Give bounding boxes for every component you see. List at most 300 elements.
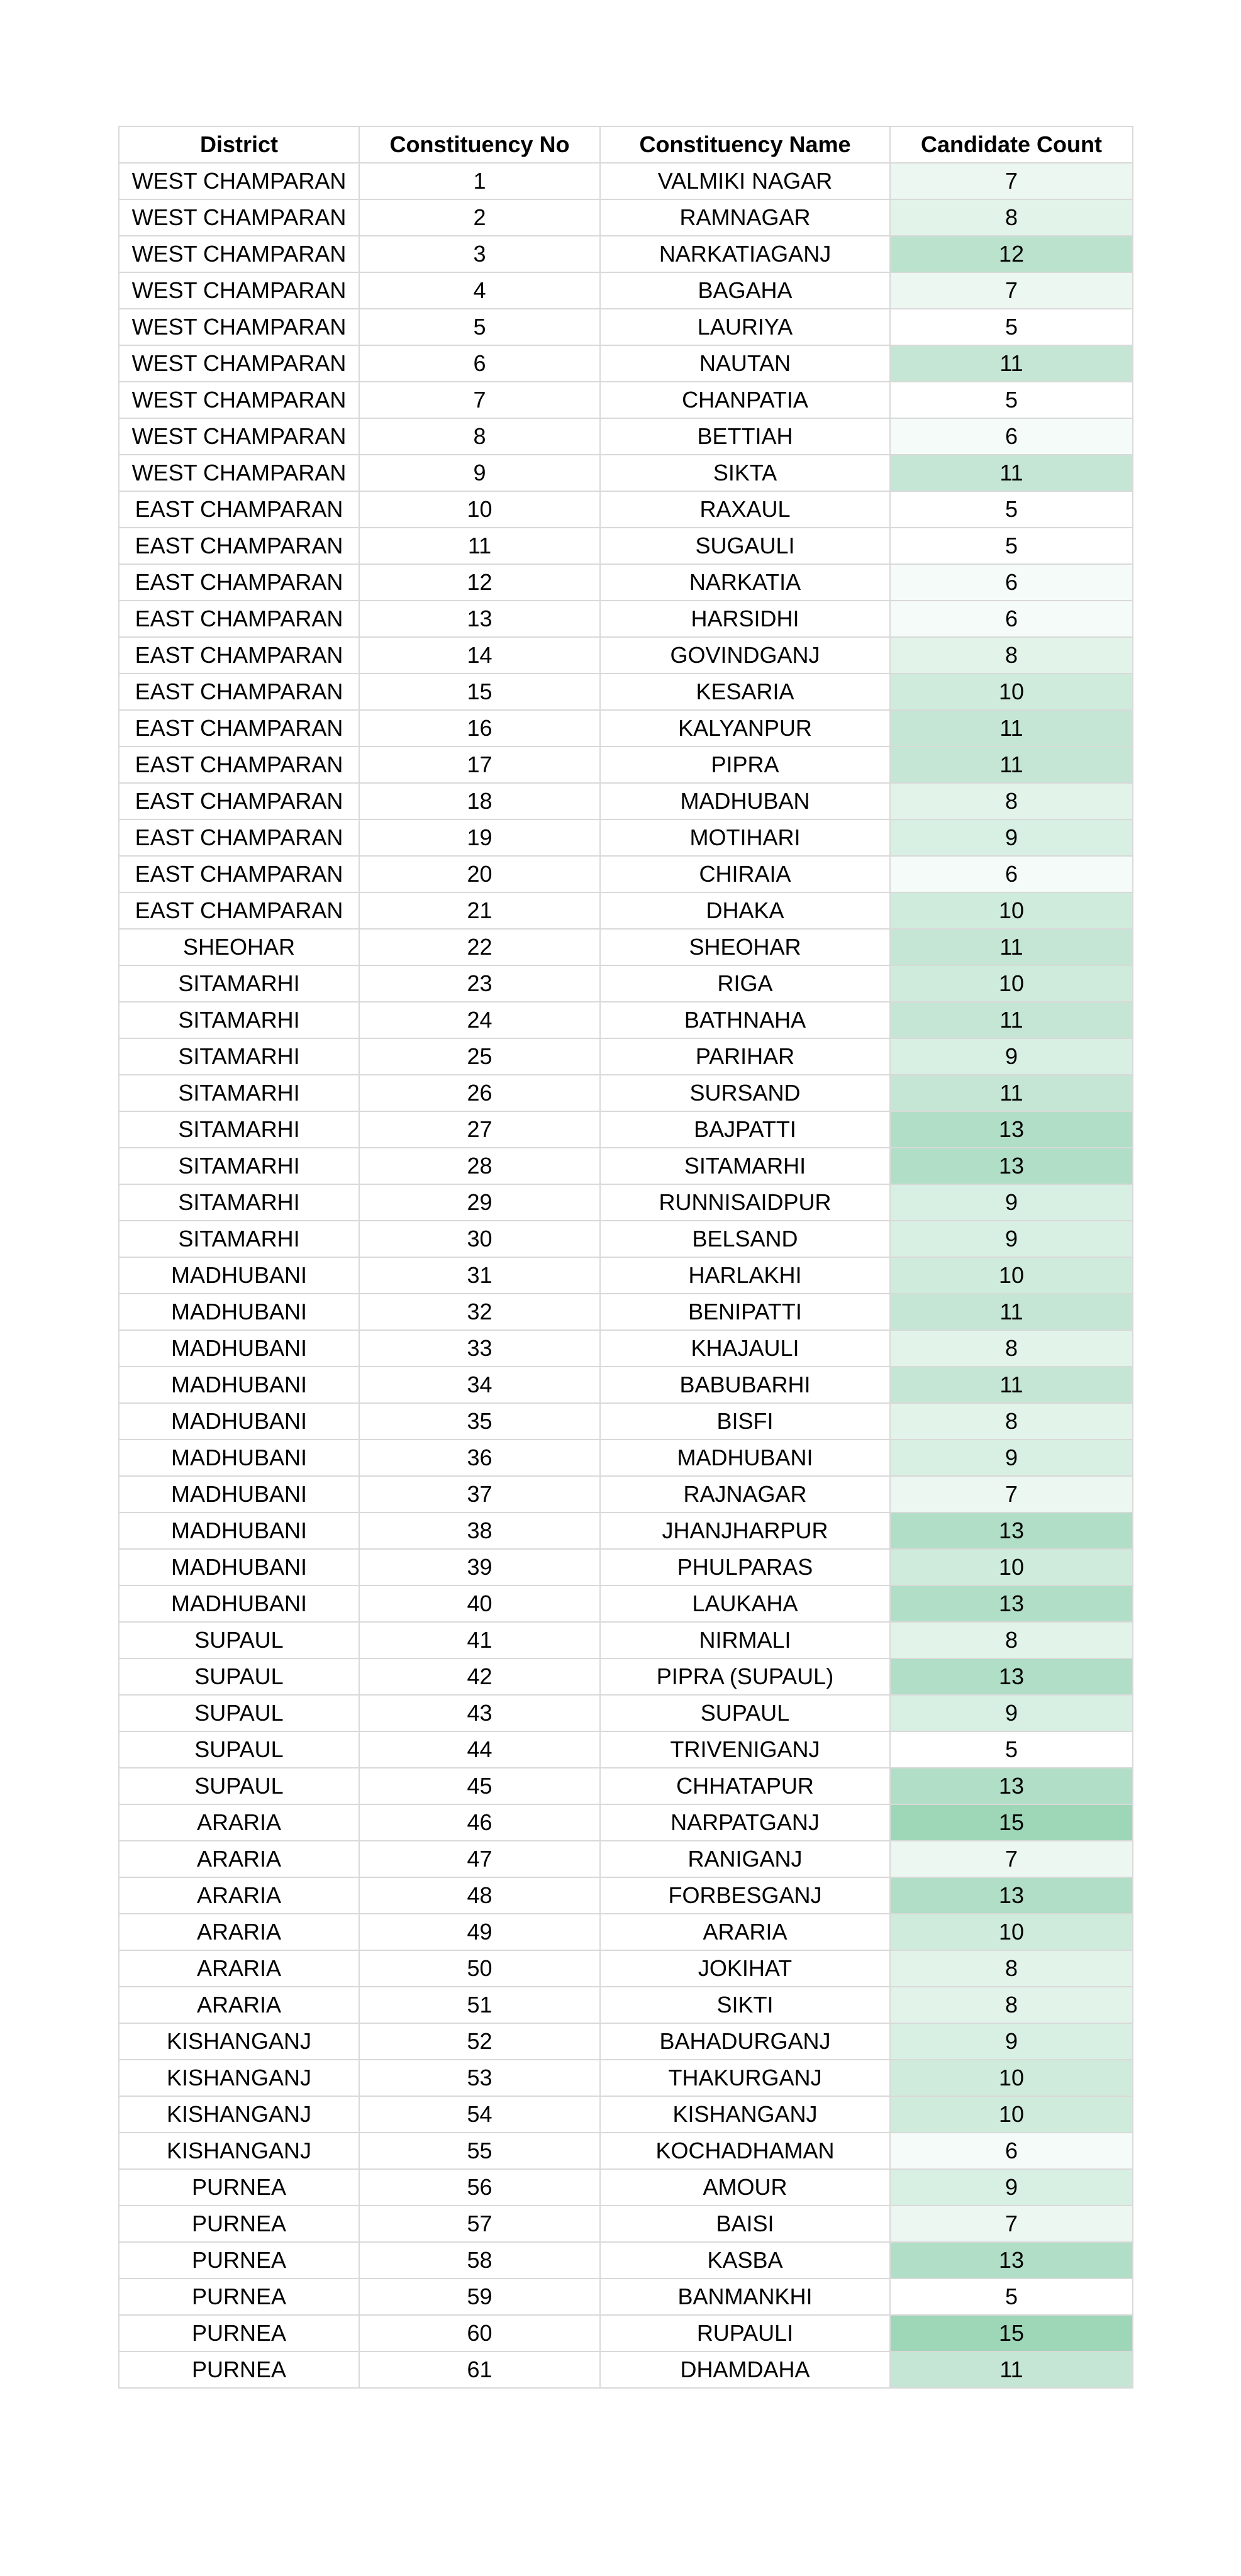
district-cell[interactable]: PURNEA bbox=[119, 2169, 359, 2206]
candidate-count-cell[interactable]: 6 bbox=[890, 601, 1133, 637]
candidate-count-cell[interactable]: 5 bbox=[890, 2279, 1133, 2315]
district-cell[interactable]: SUPAUL bbox=[119, 1695, 359, 1731]
table-row bbox=[119, 455, 1133, 491]
candidate-count-table bbox=[118, 126, 1133, 2389]
candidate-count-cell[interactable]: 10 bbox=[890, 892, 1133, 929]
candidate-count-cell[interactable]: 13 bbox=[890, 1768, 1133, 1804]
district-cell[interactable]: ARARIA bbox=[119, 1804, 359, 1841]
constituency-no-cell[interactable]: 15 bbox=[359, 674, 600, 710]
constituency-no-cell[interactable]: 29 bbox=[359, 1184, 600, 1221]
table-row bbox=[119, 1658, 1133, 1695]
district-cell[interactable]: SUPAUL bbox=[119, 1622, 359, 1658]
constituency-name-cell[interactable]: NARKATIA bbox=[600, 564, 890, 601]
header-constituency-name[interactable]: Constituency Name bbox=[600, 126, 890, 163]
table-row bbox=[119, 1367, 1133, 1403]
constituency-no-cell[interactable]: 19 bbox=[359, 819, 600, 856]
candidate-count-cell[interactable]: 9 bbox=[890, 2169, 1133, 2206]
candidate-count-cell[interactable]: 9 bbox=[890, 819, 1133, 856]
constituency-name-cell[interactable]: GOVINDGANJ bbox=[600, 637, 890, 674]
constituency-name-cell[interactable]: HARSIDHI bbox=[600, 601, 890, 637]
constituency-name-cell[interactable]: BELSAND bbox=[600, 1221, 890, 1257]
candidate-count-cell[interactable]: 6 bbox=[890, 564, 1133, 601]
table-row bbox=[119, 2060, 1133, 2096]
candidate-count-cell[interactable]: 11 bbox=[890, 710, 1133, 747]
candidate-count-cell[interactable]: 5 bbox=[890, 528, 1133, 564]
constituency-no-cell[interactable]: 61 bbox=[359, 2351, 600, 2388]
table-row bbox=[119, 1804, 1133, 1841]
constituency-name-cell[interactable]: BETTIAH bbox=[600, 418, 890, 455]
table-row bbox=[119, 1877, 1133, 1914]
constituency-no-cell[interactable]: 27 bbox=[359, 1111, 600, 1148]
district-cell[interactable]: EAST CHAMPARAN bbox=[119, 856, 359, 892]
constituency-name-cell[interactable]: FORBESGANJ bbox=[600, 1877, 890, 1914]
district-cell[interactable]: WEST CHAMPARAN bbox=[119, 199, 359, 236]
candidate-count-cell[interactable]: 9 bbox=[890, 1695, 1133, 1731]
constituency-name-cell[interactable]: VALMIKI NAGAR bbox=[600, 163, 890, 199]
constituency-name-cell[interactable]: BATHNAHA bbox=[600, 1002, 890, 1038]
table-row bbox=[119, 272, 1133, 309]
constituency-name-cell[interactable]: MADHUBAN bbox=[600, 783, 890, 819]
constituency-no-cell[interactable]: 9 bbox=[359, 455, 600, 491]
table-row bbox=[119, 637, 1133, 674]
table-row bbox=[119, 1841, 1133, 1877]
constituency-name-cell[interactable]: BABUBARHI bbox=[600, 1367, 890, 1403]
constituency-name-cell[interactable]: JOKIHAT bbox=[600, 1950, 890, 1987]
candidate-count-cell[interactable]: 11 bbox=[890, 345, 1133, 382]
candidate-count-cell[interactable]: 8 bbox=[890, 637, 1133, 674]
constituency-name-cell[interactable]: JHANJHARPUR bbox=[600, 1513, 890, 1549]
constituency-name-cell[interactable]: KALYANPUR bbox=[600, 710, 890, 747]
candidate-count-cell[interactable]: 10 bbox=[890, 1549, 1133, 1585]
candidate-count-cell[interactable]: 8 bbox=[890, 1403, 1133, 1440]
district-cell[interactable]: SHEOHAR bbox=[119, 929, 359, 965]
district-cell[interactable]: SITAMARHI bbox=[119, 1002, 359, 1038]
constituency-name-cell[interactable]: THAKURGANJ bbox=[600, 2060, 890, 2096]
table-row bbox=[119, 1330, 1133, 1367]
table-row bbox=[119, 1695, 1133, 1731]
table-row bbox=[119, 710, 1133, 747]
district-cell[interactable]: WEST CHAMPARAN bbox=[119, 236, 359, 272]
constituency-name-cell[interactable]: NIRMALI bbox=[600, 1622, 890, 1658]
constituency-name-cell[interactable]: RAMNAGAR bbox=[600, 199, 890, 236]
constituency-name-cell[interactable]: DHAKA bbox=[600, 892, 890, 929]
table-row bbox=[119, 783, 1133, 819]
district-cell[interactable]: ARARIA bbox=[119, 1841, 359, 1877]
constituency-no-cell[interactable]: 44 bbox=[359, 1731, 600, 1768]
constituency-name-cell[interactable]: SIKTI bbox=[600, 1987, 890, 2023]
table-row bbox=[119, 601, 1133, 637]
district-cell[interactable]: EAST CHAMPARAN bbox=[119, 564, 359, 601]
table-row bbox=[119, 528, 1133, 564]
candidate-count-cell[interactable]: 7 bbox=[890, 272, 1133, 309]
candidate-count-cell[interactable]: 8 bbox=[890, 199, 1133, 236]
table-row bbox=[119, 1111, 1133, 1148]
constituency-no-cell[interactable]: 42 bbox=[359, 1658, 600, 1695]
constituency-no-cell[interactable]: 56 bbox=[359, 2169, 600, 2206]
constituency-no-cell[interactable]: 8 bbox=[359, 418, 600, 455]
candidate-count-cell[interactable]: 15 bbox=[890, 2315, 1133, 2351]
constituency-no-cell[interactable]: 5 bbox=[359, 309, 600, 345]
table-row bbox=[119, 1731, 1133, 1768]
candidate-count-cell[interactable]: 6 bbox=[890, 418, 1133, 455]
candidate-count-cell[interactable]: 9 bbox=[890, 1221, 1133, 1257]
constituency-name-cell[interactable]: RAXAUL bbox=[600, 491, 890, 528]
district-cell[interactable]: EAST CHAMPARAN bbox=[119, 783, 359, 819]
district-cell[interactable]: KISHANGANJ bbox=[119, 2133, 359, 2169]
table-body bbox=[119, 163, 1133, 2388]
constituency-no-cell[interactable]: 60 bbox=[359, 2315, 600, 2351]
constituency-name-cell[interactable]: RUNNISAIDPUR bbox=[600, 1184, 890, 1221]
constituency-no-cell[interactable]: 40 bbox=[359, 1585, 600, 1622]
district-cell[interactable]: MADHUBANI bbox=[119, 1476, 359, 1513]
constituency-no-cell[interactable]: 17 bbox=[359, 747, 600, 783]
district-cell[interactable]: PURNEA bbox=[119, 2315, 359, 2351]
candidate-count-cell[interactable]: 10 bbox=[890, 2060, 1133, 2096]
table-row bbox=[119, 674, 1133, 710]
district-cell[interactable]: WEST CHAMPARAN bbox=[119, 345, 359, 382]
district-cell[interactable]: KISHANGANJ bbox=[119, 2096, 359, 2133]
district-cell[interactable]: SITAMARHI bbox=[119, 965, 359, 1002]
candidate-count-cell[interactable]: 9 bbox=[890, 1184, 1133, 1221]
constituency-name-cell[interactable]: PIPRA (SUPAUL) bbox=[600, 1658, 890, 1695]
candidate-count-cell[interactable]: 12 bbox=[890, 236, 1133, 272]
constituency-name-cell[interactable]: SIKTA bbox=[600, 455, 890, 491]
header-district[interactable]: District bbox=[119, 126, 359, 163]
constituency-no-cell[interactable]: 46 bbox=[359, 1804, 600, 1841]
table-row bbox=[119, 2242, 1133, 2279]
district-cell[interactable]: PURNEA bbox=[119, 2351, 359, 2388]
candidate-count-cell[interactable]: 10 bbox=[890, 1257, 1133, 1294]
constituency-name-cell[interactable]: BANMANKHI bbox=[600, 2279, 890, 2315]
constituency-no-cell[interactable]: 45 bbox=[359, 1768, 600, 1804]
constituency-name-cell[interactable]: HARLAKHI bbox=[600, 1257, 890, 1294]
constituency-no-cell[interactable]: 23 bbox=[359, 965, 600, 1002]
district-cell[interactable]: MADHUBANI bbox=[119, 1367, 359, 1403]
district-cell[interactable]: WEST CHAMPARAN bbox=[119, 163, 359, 199]
constituency-name-cell[interactable]: BAJPATTI bbox=[600, 1111, 890, 1148]
constituency-name-cell[interactable]: RUPAULI bbox=[600, 2315, 890, 2351]
district-cell[interactable]: WEST CHAMPARAN bbox=[119, 455, 359, 491]
candidate-count-cell[interactable]: 8 bbox=[890, 1950, 1133, 1987]
table-row bbox=[119, 1622, 1133, 1658]
constituency-no-cell[interactable]: 11 bbox=[359, 528, 600, 564]
candidate-count-cell[interactable]: 7 bbox=[890, 1841, 1133, 1877]
district-cell[interactable]: EAST CHAMPARAN bbox=[119, 892, 359, 929]
constituency-name-cell[interactable]: NAUTAN bbox=[600, 345, 890, 382]
constituency-no-cell[interactable]: 32 bbox=[359, 1294, 600, 1330]
candidate-count-cell[interactable]: 6 bbox=[890, 856, 1133, 892]
district-cell[interactable]: MADHUBANI bbox=[119, 1585, 359, 1622]
constituency-name-cell[interactable]: BAISI bbox=[600, 2206, 890, 2242]
district-cell[interactable]: MADHUBANI bbox=[119, 1330, 359, 1367]
district-cell[interactable]: KISHANGANJ bbox=[119, 2023, 359, 2060]
constituency-no-cell[interactable]: 49 bbox=[359, 1914, 600, 1950]
table-row bbox=[119, 345, 1133, 382]
district-cell[interactable]: ARARIA bbox=[119, 1950, 359, 1987]
candidate-count-cell[interactable]: 5 bbox=[890, 382, 1133, 418]
district-cell[interactable]: PURNEA bbox=[119, 2242, 359, 2279]
candidate-count-cell[interactable]: 11 bbox=[890, 1075, 1133, 1111]
district-cell[interactable]: ARARIA bbox=[119, 1877, 359, 1914]
district-cell[interactable]: SITAMARHI bbox=[119, 1221, 359, 1257]
table-row bbox=[119, 1513, 1133, 1549]
district-cell[interactable]: SITAMARHI bbox=[119, 1148, 359, 1184]
header-constituency-no[interactable]: Constituency No bbox=[359, 126, 600, 163]
constituency-name-cell[interactable]: PARIHAR bbox=[600, 1038, 890, 1075]
candidate-count-cell[interactable]: 13 bbox=[890, 1877, 1133, 1914]
constituency-no-cell[interactable]: 55 bbox=[359, 2133, 600, 2169]
constituency-name-cell[interactable]: AMOUR bbox=[600, 2169, 890, 2206]
constituency-name-cell[interactable]: RIGA bbox=[600, 965, 890, 1002]
constituency-name-cell[interactable]: CHANPATIA bbox=[600, 382, 890, 418]
table-row bbox=[119, 2133, 1133, 2169]
constituency-name-cell[interactable]: RANIGANJ bbox=[600, 1841, 890, 1877]
constituency-name-cell[interactable]: KESARIA bbox=[600, 674, 890, 710]
district-cell[interactable]: KISHANGANJ bbox=[119, 2060, 359, 2096]
district-cell[interactable]: WEST CHAMPARAN bbox=[119, 382, 359, 418]
constituency-name-cell[interactable]: KHAJAULI bbox=[600, 1330, 890, 1367]
constituency-name-cell[interactable]: BAHADURGANJ bbox=[600, 2023, 890, 2060]
constituency-name-cell[interactable]: KISHANGANJ bbox=[600, 2096, 890, 2133]
constituency-no-cell[interactable]: 16 bbox=[359, 710, 600, 747]
candidate-count-cell[interactable]: 9 bbox=[890, 1440, 1133, 1476]
constituency-no-cell[interactable]: 13 bbox=[359, 601, 600, 637]
constituency-no-cell[interactable]: 12 bbox=[359, 564, 600, 601]
header-row bbox=[119, 126, 1133, 163]
constituency-name-cell[interactable]: LAURIYA bbox=[600, 309, 890, 345]
district-cell[interactable]: WEST CHAMPARAN bbox=[119, 309, 359, 345]
table-row bbox=[119, 1768, 1133, 1804]
candidate-count-cell[interactable]: 13 bbox=[890, 1111, 1133, 1148]
constituency-no-cell[interactable]: 47 bbox=[359, 1841, 600, 1877]
candidate-count-cell[interactable]: 11 bbox=[890, 1367, 1133, 1403]
table-row bbox=[119, 965, 1133, 1002]
table-row bbox=[119, 2315, 1133, 2351]
candidate-count-cell[interactable]: 8 bbox=[890, 783, 1133, 819]
constituency-no-cell[interactable]: 38 bbox=[359, 1513, 600, 1549]
district-cell[interactable]: SUPAUL bbox=[119, 1731, 359, 1768]
district-cell[interactable]: WEST CHAMPARAN bbox=[119, 272, 359, 309]
constituency-name-cell[interactable]: PIPRA bbox=[600, 747, 890, 783]
constituency-name-cell[interactable]: NARKATIAGANJ bbox=[600, 236, 890, 272]
constituency-name-cell[interactable]: SUPAUL bbox=[600, 1695, 890, 1731]
table-row bbox=[119, 1585, 1133, 1622]
constituency-no-cell[interactable]: 7 bbox=[359, 382, 600, 418]
candidate-count-cell[interactable]: 10 bbox=[890, 1914, 1133, 1950]
table-row bbox=[119, 1549, 1133, 1585]
candidate-count-cell[interactable]: 9 bbox=[890, 2023, 1133, 2060]
district-cell[interactable]: EAST CHAMPARAN bbox=[119, 601, 359, 637]
constituency-no-cell[interactable]: 37 bbox=[359, 1476, 600, 1513]
candidate-count-cell[interactable]: 7 bbox=[890, 2206, 1133, 2242]
table-row bbox=[119, 929, 1133, 965]
candidate-count-cell[interactable]: 10 bbox=[890, 2096, 1133, 2133]
candidate-count-cell[interactable]: 5 bbox=[890, 491, 1133, 528]
constituency-no-cell[interactable]: 54 bbox=[359, 2096, 600, 2133]
table-row bbox=[119, 163, 1133, 199]
constituency-no-cell[interactable]: 24 bbox=[359, 1002, 600, 1038]
constituency-name-cell[interactable]: MADHUBANI bbox=[600, 1440, 890, 1476]
table-row bbox=[119, 1294, 1133, 1330]
constituency-name-cell[interactable]: CHHATAPUR bbox=[600, 1768, 890, 1804]
district-cell[interactable]: MADHUBANI bbox=[119, 1440, 359, 1476]
constituency-no-cell[interactable]: 14 bbox=[359, 637, 600, 674]
district-cell[interactable]: MADHUBANI bbox=[119, 1403, 359, 1440]
candidate-count-cell[interactable]: 10 bbox=[890, 965, 1133, 1002]
district-cell[interactable]: PURNEA bbox=[119, 2279, 359, 2315]
table-row bbox=[119, 309, 1133, 345]
district-cell[interactable]: EAST CHAMPARAN bbox=[119, 491, 359, 528]
constituency-no-cell[interactable]: 26 bbox=[359, 1075, 600, 1111]
candidate-count-cell[interactable]: 13 bbox=[890, 2242, 1133, 2279]
constituency-no-cell[interactable]: 21 bbox=[359, 892, 600, 929]
constituency-no-cell[interactable]: 50 bbox=[359, 1950, 600, 1987]
table-row bbox=[119, 418, 1133, 455]
candidate-count-cell[interactable]: 11 bbox=[890, 455, 1133, 491]
constituency-no-cell[interactable]: 30 bbox=[359, 1221, 600, 1257]
constituency-name-cell[interactable]: CHIRAIA bbox=[600, 856, 890, 892]
table-row bbox=[119, 1184, 1133, 1221]
district-cell[interactable]: SITAMARHI bbox=[119, 1111, 359, 1148]
constituency-name-cell[interactable]: SURSAND bbox=[600, 1075, 890, 1111]
district-cell[interactable]: EAST CHAMPARAN bbox=[119, 819, 359, 856]
candidate-count-cell[interactable]: 8 bbox=[890, 1987, 1133, 2023]
district-cell[interactable]: EAST CHAMPARAN bbox=[119, 710, 359, 747]
constituency-no-cell[interactable]: 20 bbox=[359, 856, 600, 892]
constituency-name-cell[interactable]: BAGAHA bbox=[600, 272, 890, 309]
table-row bbox=[119, 491, 1133, 528]
constituency-no-cell[interactable]: 43 bbox=[359, 1695, 600, 1731]
table-row bbox=[119, 1440, 1133, 1476]
district-cell[interactable]: MADHUBANI bbox=[119, 1549, 359, 1585]
candidate-count-cell[interactable]: 8 bbox=[890, 1622, 1133, 1658]
table-row bbox=[119, 1148, 1133, 1184]
district-cell[interactable]: SITAMARHI bbox=[119, 1038, 359, 1075]
table-row bbox=[119, 382, 1133, 418]
district-cell[interactable]: ARARIA bbox=[119, 1987, 359, 2023]
constituency-no-cell[interactable]: 28 bbox=[359, 1148, 600, 1184]
constituency-name-cell[interactable]: DHAMDAHA bbox=[600, 2351, 890, 2388]
candidate-count-cell[interactable]: 7 bbox=[890, 1476, 1133, 1513]
constituency-name-cell[interactable]: RAJNAGAR bbox=[600, 1476, 890, 1513]
table-row bbox=[119, 1221, 1133, 1257]
constituency-no-cell[interactable]: 35 bbox=[359, 1403, 600, 1440]
constituency-name-cell[interactable]: KOCHADHAMAN bbox=[600, 2133, 890, 2169]
constituency-name-cell[interactable]: LAUKAHA bbox=[600, 1585, 890, 1622]
candidate-count-cell[interactable]: 11 bbox=[890, 929, 1133, 965]
candidate-count-cell[interactable]: 5 bbox=[890, 1731, 1133, 1768]
constituency-no-cell[interactable]: 59 bbox=[359, 2279, 600, 2315]
constituency-no-cell[interactable]: 10 bbox=[359, 491, 600, 528]
constituency-name-cell[interactable]: BISFI bbox=[600, 1403, 890, 1440]
constituency-no-cell[interactable]: 34 bbox=[359, 1367, 600, 1403]
constituency-no-cell[interactable]: 6 bbox=[359, 345, 600, 382]
constituency-no-cell[interactable]: 51 bbox=[359, 1987, 600, 2023]
constituency-no-cell[interactable]: 18 bbox=[359, 783, 600, 819]
district-cell[interactable]: ARARIA bbox=[119, 1914, 359, 1950]
district-cell[interactable]: MADHUBANI bbox=[119, 1257, 359, 1294]
candidate-count-cell[interactable]: 13 bbox=[890, 1585, 1133, 1622]
table-row bbox=[119, 1002, 1133, 1038]
constituency-no-cell[interactable]: 1 bbox=[359, 163, 600, 199]
constituency-no-cell[interactable]: 52 bbox=[359, 2023, 600, 2060]
table-row bbox=[119, 856, 1133, 892]
district-cell[interactable]: MADHUBANI bbox=[119, 1513, 359, 1549]
district-cell[interactable]: EAST CHAMPARAN bbox=[119, 674, 359, 710]
district-cell[interactable]: MADHUBANI bbox=[119, 1294, 359, 1330]
constituency-name-cell[interactable]: SHEOHAR bbox=[600, 929, 890, 965]
candidate-count-cell[interactable]: 7 bbox=[890, 163, 1133, 199]
constituency-name-cell[interactable]: BENIPATTI bbox=[600, 1294, 890, 1330]
table-row bbox=[119, 2351, 1133, 2388]
table-row bbox=[119, 2096, 1133, 2133]
candidate-count-cell[interactable]: 6 bbox=[890, 2133, 1133, 2169]
constituency-no-cell[interactable]: 4 bbox=[359, 272, 600, 309]
constituency-name-cell[interactable]: TRIVENIGANJ bbox=[600, 1731, 890, 1768]
district-cell[interactable]: WEST CHAMPARAN bbox=[119, 418, 359, 455]
table-row bbox=[119, 1038, 1133, 1075]
constituency-no-cell[interactable]: 2 bbox=[359, 199, 600, 236]
district-cell[interactable]: EAST CHAMPARAN bbox=[119, 528, 359, 564]
candidate-count-cell[interactable]: 5 bbox=[890, 309, 1133, 345]
table-row bbox=[119, 1987, 1133, 2023]
table-row bbox=[119, 2206, 1133, 2242]
candidate-count-cell[interactable]: 11 bbox=[890, 1002, 1133, 1038]
candidate-count-cell[interactable]: 13 bbox=[890, 1658, 1133, 1695]
candidate-count-cell[interactable]: 13 bbox=[890, 1513, 1133, 1549]
constituency-no-cell[interactable]: 36 bbox=[359, 1440, 600, 1476]
header-candidate-count[interactable]: Candidate Count bbox=[890, 126, 1133, 163]
candidate-count-cell[interactable]: 11 bbox=[890, 747, 1133, 783]
candidate-count-cell[interactable]: 10 bbox=[890, 674, 1133, 710]
candidate-count-cell[interactable]: 8 bbox=[890, 1330, 1133, 1367]
district-cell[interactable]: EAST CHAMPARAN bbox=[119, 747, 359, 783]
candidate-count-cell[interactable]: 11 bbox=[890, 1294, 1133, 1330]
constituency-name-cell[interactable]: SUGAULI bbox=[600, 528, 890, 564]
district-cell[interactable]: SUPAUL bbox=[119, 1768, 359, 1804]
constituency-name-cell[interactable]: MOTIHARI bbox=[600, 819, 890, 856]
constituency-no-cell[interactable]: 41 bbox=[359, 1622, 600, 1658]
district-cell[interactable]: SITAMARHI bbox=[119, 1184, 359, 1221]
table-row bbox=[119, 747, 1133, 783]
constituency-no-cell[interactable]: 33 bbox=[359, 1330, 600, 1367]
candidate-count-cell[interactable]: 9 bbox=[890, 1038, 1133, 1075]
district-cell[interactable]: SITAMARHI bbox=[119, 1075, 359, 1111]
table-row bbox=[119, 1914, 1133, 1950]
constituency-no-cell[interactable]: 48 bbox=[359, 1877, 600, 1914]
district-cell[interactable]: SUPAUL bbox=[119, 1658, 359, 1695]
constituency-no-cell[interactable]: 3 bbox=[359, 236, 600, 272]
candidate-count-cell[interactable]: 11 bbox=[890, 2351, 1133, 2388]
candidate-count-cell[interactable]: 15 bbox=[890, 1804, 1133, 1841]
district-cell[interactable]: PURNEA bbox=[119, 2206, 359, 2242]
constituency-no-cell[interactable]: 57 bbox=[359, 2206, 600, 2242]
constituency-no-cell[interactable]: 22 bbox=[359, 929, 600, 965]
constituency-no-cell[interactable]: 53 bbox=[359, 2060, 600, 2096]
candidate-count-cell[interactable]: 13 bbox=[890, 1148, 1133, 1184]
constituency-no-cell[interactable]: 39 bbox=[359, 1549, 600, 1585]
constituency-name-cell[interactable]: PHULPARAS bbox=[600, 1549, 890, 1585]
constituency-no-cell[interactable]: 25 bbox=[359, 1038, 600, 1075]
table-row bbox=[119, 1257, 1133, 1294]
constituency-name-cell[interactable]: SITAMARHI bbox=[600, 1148, 890, 1184]
constituency-name-cell[interactable]: KASBA bbox=[600, 2242, 890, 2279]
constituency-name-cell[interactable]: NARPATGANJ bbox=[600, 1804, 890, 1841]
constituency-name-cell[interactable]: ARARIA bbox=[600, 1914, 890, 1950]
constituency-no-cell[interactable]: 31 bbox=[359, 1257, 600, 1294]
district-cell[interactable]: EAST CHAMPARAN bbox=[119, 637, 359, 674]
constituency-no-cell[interactable]: 58 bbox=[359, 2242, 600, 2279]
